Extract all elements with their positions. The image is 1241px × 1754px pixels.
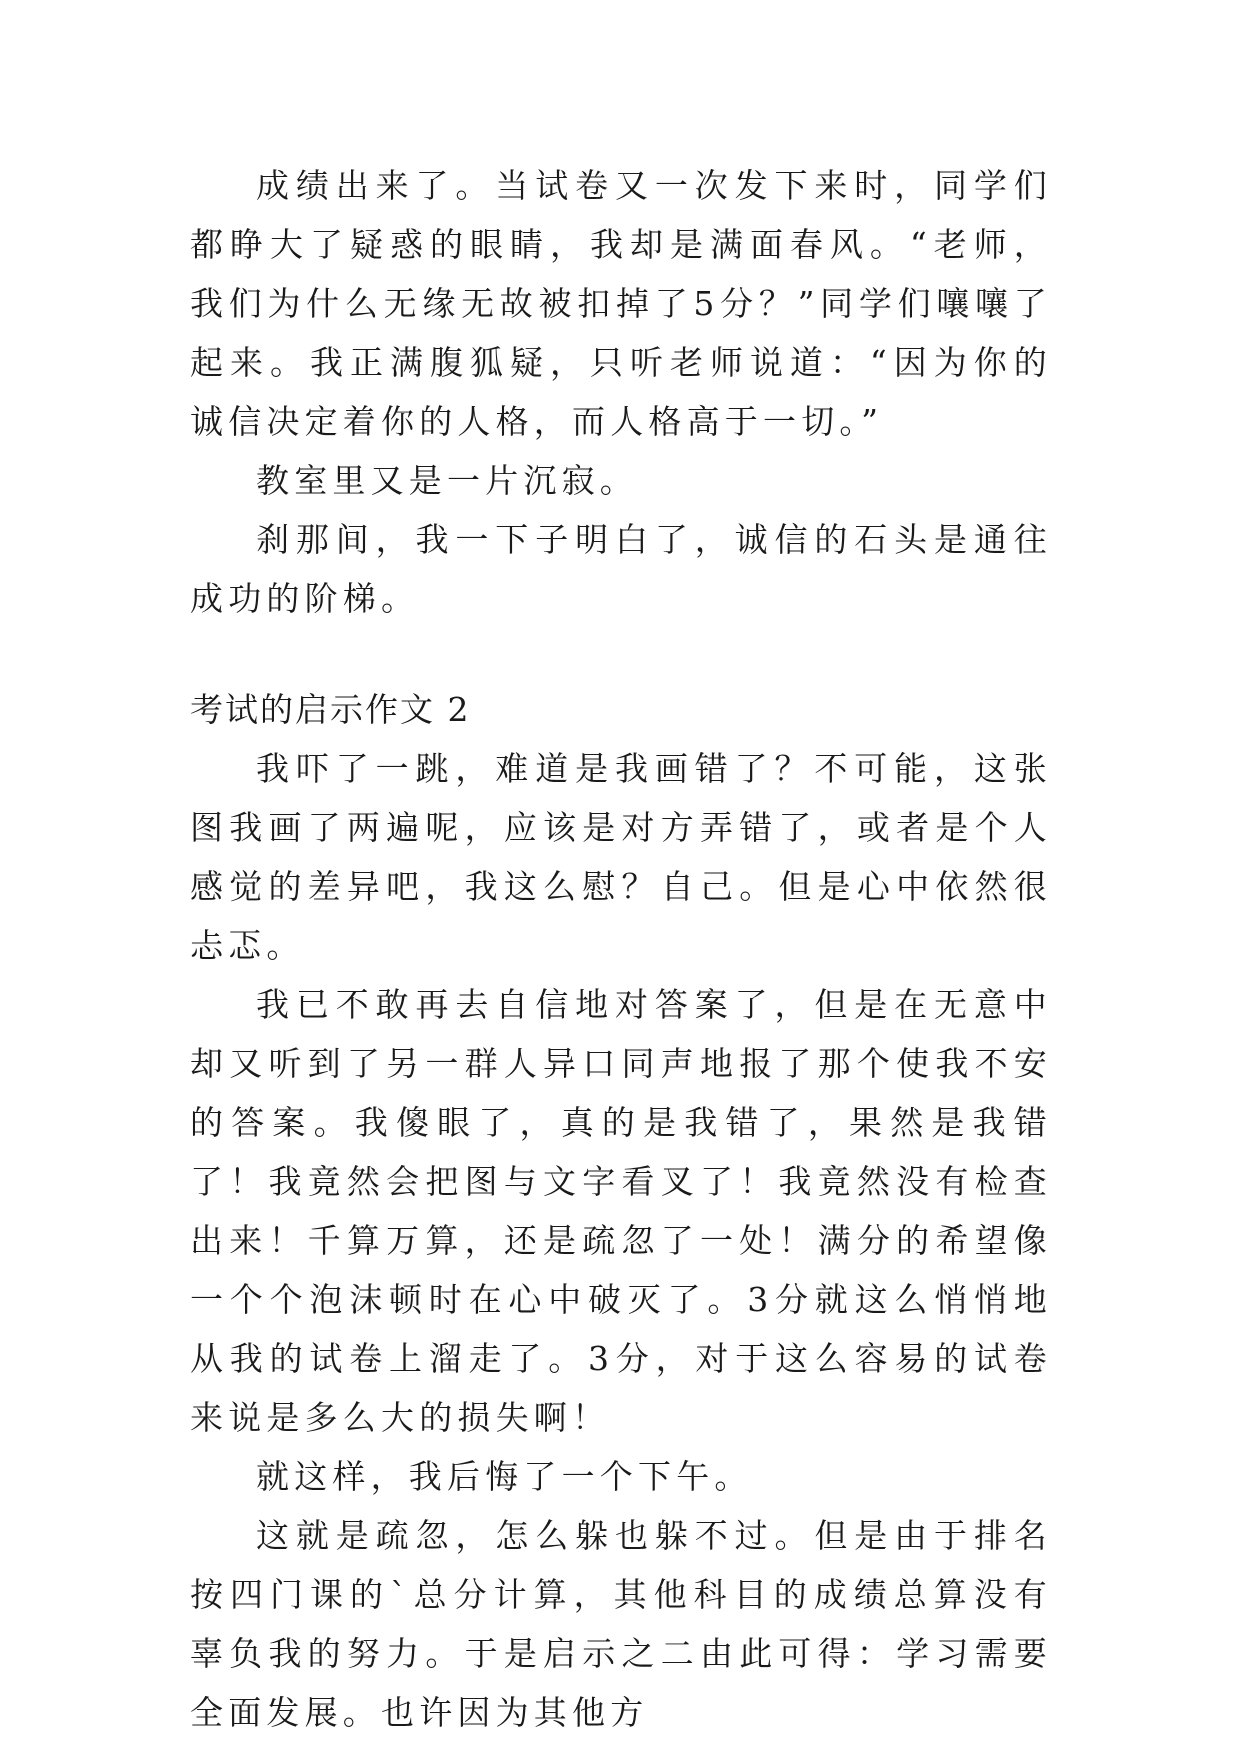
paragraph: 我已不敢再去自信地对答案了，但是在无意中却又听到了另一群人异口同声地报了那个使我不安的答案。我傻眼了，真的是我错了，果然是我错了！我竟然会把图与文字看叉了！我竟然没有检查出来！千算万算，还是疏忽了一处！满分的希望像一个个泡沫顿时在心中破灭了。3分就这么悄悄地从我的试卷上溜走了。3分，对于这么容易的试卷来说是多么大的损失啊！ xyxy=(190,985,1052,1437)
section-title: 考试的启示作文 2 xyxy=(190,690,471,729)
paragraph: 这就是疏忽，怎么躲也躲不过。但是由于排名按四门课的`总分计算，其他科目的成绩总算没有辜负我的努力。于是启示之二由此可得：学习需要全面发展。也许因为其他方 xyxy=(190,1516,1052,1732)
document-body xyxy=(190,156,1052,1742)
paragraph: 教室里又是一片沉寂。 xyxy=(256,461,638,500)
paragraph: 成绩出来了。当试卷又一次发下来时，同学们都睁大了疑惑的眼睛，我却是满面春风。“老师，我们为什么无缘无故被扣掉了5分？”同学们嚷嚷了起来。我正满腹狐疑，只听老师说道：“因为你的诚信决定着你的人格，而人格高于一切。” xyxy=(190,166,1052,441)
paragraph: 我吓了一跳，难道是我画错了？不可能，这张图我画了两遍呢，应该是对方弄错了，或者是个人感觉的差异吧，我这么慰？自己。但是心中依然很忐忑。 xyxy=(190,749,1052,965)
section-gap xyxy=(190,628,1052,680)
paragraph: 刹那间，我一下子明白了，诚信的石头是通往成功的阶梯。 xyxy=(190,520,1052,618)
paragraph: 就这样，我后悔了一个下午。 xyxy=(256,1457,753,1496)
